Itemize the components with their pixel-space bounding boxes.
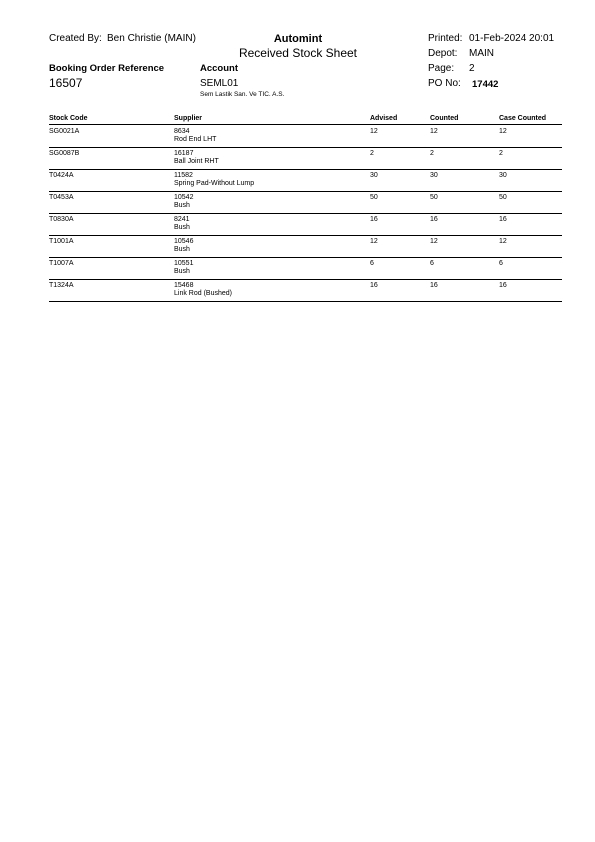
supplier-code-cell: 10542 bbox=[174, 194, 194, 201]
case-counted-cell: 2 bbox=[499, 150, 503, 157]
description-cell: Bush bbox=[174, 202, 190, 209]
description-cell: Link Rod (Bushed) bbox=[174, 290, 232, 297]
booking-ref-value: 16507 bbox=[49, 76, 83, 90]
advised-cell: 16 bbox=[370, 282, 378, 289]
company-name: Automint bbox=[273, 33, 323, 45]
stock-code-cell: T0453A bbox=[49, 194, 74, 201]
stock-code-cell: T1001A bbox=[49, 238, 74, 245]
row-divider bbox=[49, 169, 562, 170]
advised-cell: 50 bbox=[370, 194, 378, 201]
row-divider bbox=[49, 279, 562, 280]
description-cell: Rod End LHT bbox=[174, 136, 217, 143]
description-cell: Bush bbox=[174, 268, 190, 275]
col-header-counted: Counted bbox=[430, 115, 459, 122]
page-value: 2 bbox=[469, 63, 475, 74]
advised-cell: 6 bbox=[370, 260, 374, 267]
case-counted-cell: 12 bbox=[499, 128, 507, 135]
supplier-code-cell: 8241 bbox=[174, 216, 190, 223]
stock-code-cell: T1324A bbox=[49, 282, 74, 289]
advised-cell: 30 bbox=[370, 172, 378, 179]
advised-cell: 12 bbox=[370, 238, 378, 245]
stock-code-cell: T0830A bbox=[49, 216, 74, 223]
booking-ref-label: Booking Order Reference bbox=[49, 63, 165, 74]
supplier-code-cell: 8634 bbox=[174, 128, 190, 135]
case-counted-cell: 30 bbox=[499, 172, 507, 179]
col-header-stock-code: Stock Code bbox=[49, 115, 88, 122]
supplier-code-cell: 10546 bbox=[174, 238, 194, 245]
supplier-code-cell: 10551 bbox=[174, 260, 194, 267]
row-divider bbox=[49, 213, 562, 214]
advised-cell: 16 bbox=[370, 216, 378, 223]
description-cell: Ball Joint RHT bbox=[174, 158, 219, 165]
printed-value: 01-Feb-2024 20:01 bbox=[469, 33, 555, 44]
advised-cell: 12 bbox=[370, 128, 378, 135]
printed-label: Printed: bbox=[428, 33, 463, 44]
po-value: 17442 bbox=[472, 79, 499, 90]
counted-cell: 16 bbox=[430, 216, 438, 223]
supplier-code-cell: 16187 bbox=[174, 150, 194, 157]
supplier-code-cell: 11582 bbox=[174, 172, 193, 179]
counted-cell: 2 bbox=[430, 150, 434, 157]
account-label: Account bbox=[200, 63, 238, 74]
description-cell: Bush bbox=[174, 246, 190, 253]
account-code: SEML01 bbox=[200, 78, 239, 89]
counted-cell: 16 bbox=[430, 282, 438, 289]
description-cell: Bush bbox=[174, 224, 190, 231]
depot-value: MAIN bbox=[469, 48, 494, 59]
col-header-supplier: Supplier bbox=[174, 115, 203, 122]
description-cell: Spring Pad-Without Lump bbox=[174, 180, 255, 187]
account-name: Sem Lastik San. Ve TIC. A.S. bbox=[200, 91, 285, 98]
depot-label: Depot: bbox=[428, 48, 458, 59]
counted-cell: 12 bbox=[430, 238, 438, 245]
row-divider bbox=[49, 301, 562, 302]
sheet-title: Received Stock Sheet bbox=[238, 46, 358, 60]
supplier-code-cell: 15468 bbox=[174, 282, 194, 289]
row-divider bbox=[49, 235, 562, 236]
counted-cell: 30 bbox=[430, 172, 438, 179]
header-rule bbox=[49, 124, 562, 125]
created-by-label: Created By: bbox=[49, 33, 102, 44]
case-counted-cell: 12 bbox=[499, 238, 507, 245]
advised-cell: 2 bbox=[370, 150, 374, 157]
row-divider bbox=[49, 147, 562, 148]
col-header-advised: Advised bbox=[370, 115, 398, 122]
stock-code-cell: T0424A bbox=[49, 172, 74, 179]
counted-cell: 12 bbox=[430, 128, 438, 135]
case-counted-cell: 16 bbox=[499, 282, 507, 289]
case-counted-cell: 16 bbox=[499, 216, 507, 223]
counted-cell: 50 bbox=[430, 194, 438, 201]
case-counted-cell: 50 bbox=[499, 194, 507, 201]
page-label: Page: bbox=[428, 63, 455, 74]
stock-code-cell: SG0087B bbox=[49, 150, 80, 157]
case-counted-cell: 6 bbox=[499, 260, 503, 267]
col-header-case-counted: Case Counted bbox=[499, 115, 547, 122]
counted-cell: 6 bbox=[430, 260, 434, 267]
row-divider bbox=[49, 191, 562, 192]
stock-code-cell: SG0021A bbox=[49, 128, 80, 135]
created-by-value: Ben Christie (MAIN) bbox=[107, 33, 196, 44]
stock-code-cell: T1007A bbox=[49, 260, 74, 267]
row-divider bbox=[49, 257, 562, 258]
po-label: PO No: bbox=[428, 78, 461, 89]
